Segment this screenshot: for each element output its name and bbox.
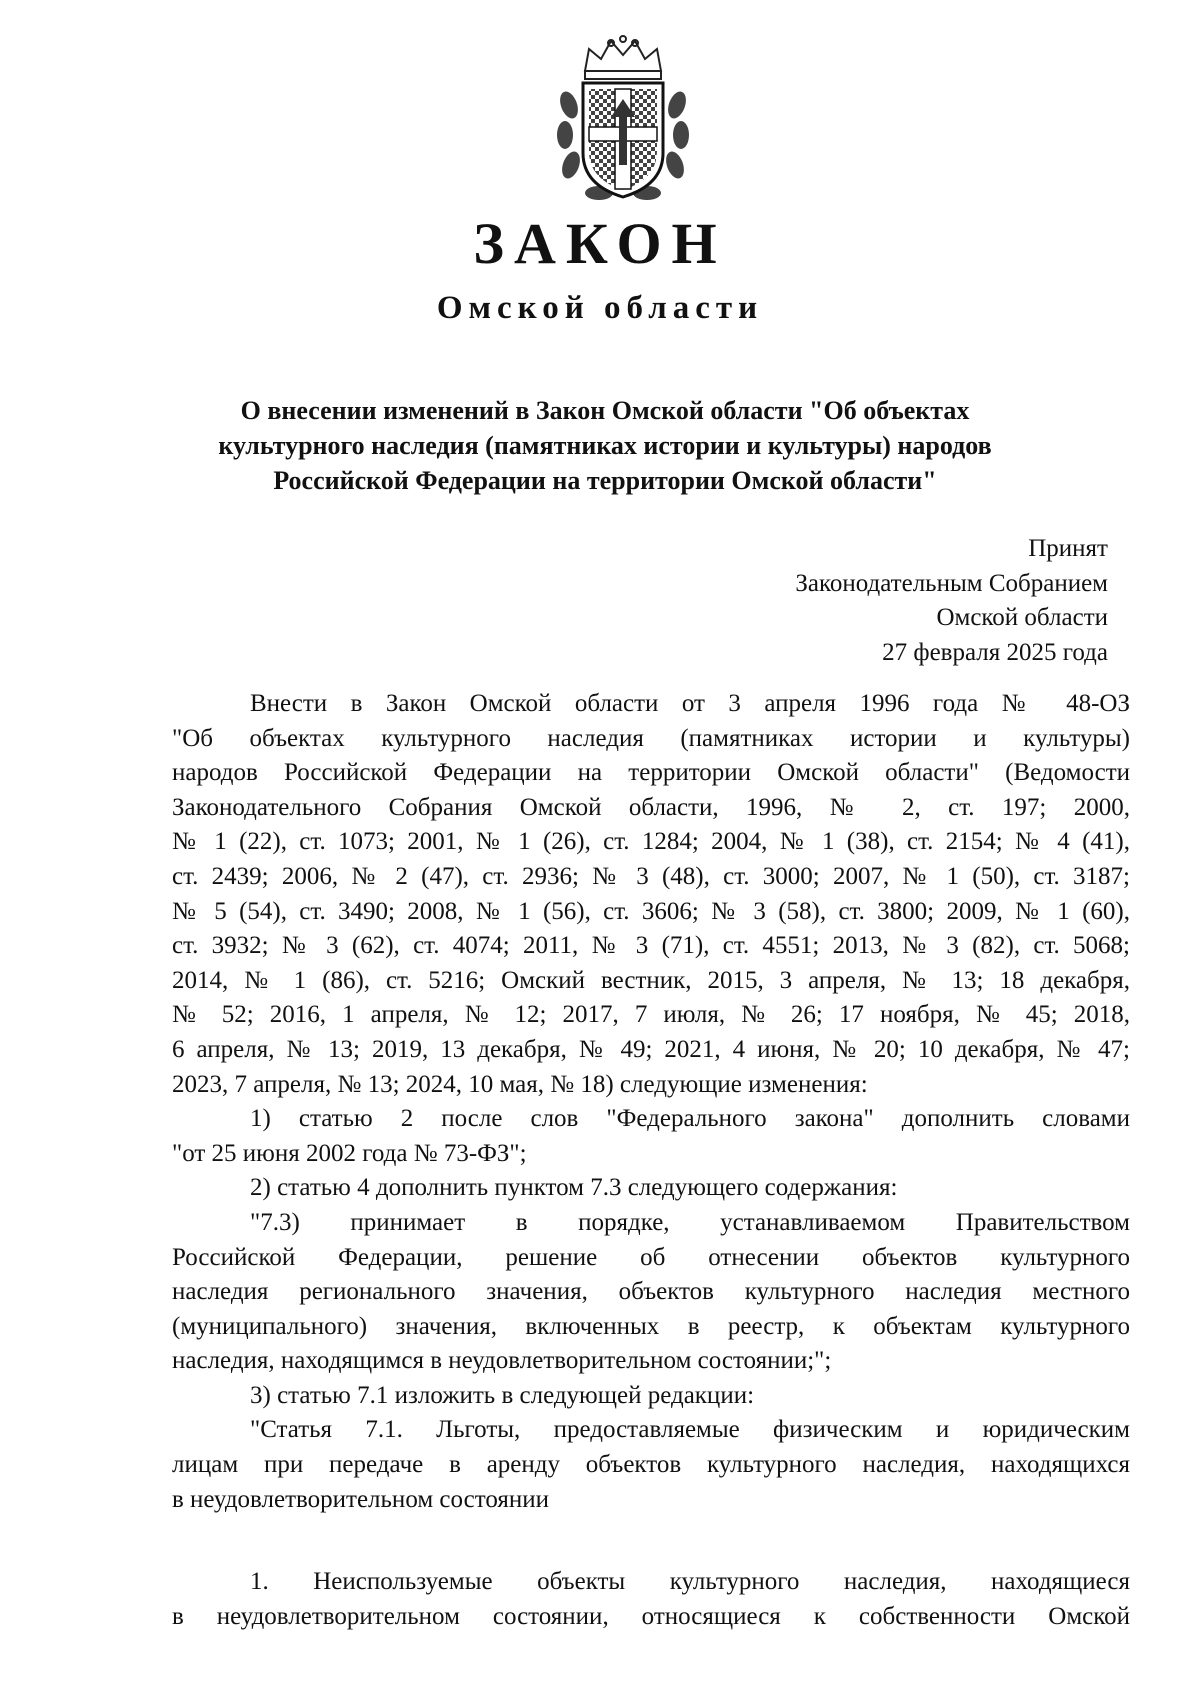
adoption-line: Принят (1028, 535, 1108, 562)
article-title-line: "Статья 7.1. Льготы, предоставляемые физическим и юридическим (250, 1416, 1130, 1444)
body-line: № 1 (22), ст. 1073; 2001, № 1 (26), ст. 1284; 2004, № 1 (38), ст. 2154; № 4 (41), (172, 828, 1130, 856)
article-title-line: в неудовлетворительном состоянии (172, 1485, 549, 1513)
article-title-line: лицам при передаче в аренду объектов культурного наследия, находящихся (172, 1451, 1130, 1479)
body-line: "от 25 июня 2002 года № 73-ФЗ"; (172, 1139, 527, 1167)
body-line: 2023, 7 апреля, № 13; 2024, 10 мая, № 18) следующие изменения: (172, 1070, 868, 1098)
adoption-date: 27 февраля 2025 года (882, 638, 1108, 666)
quoted-text-line: наследия регионального значения, объектов культурного наследия местного (172, 1278, 1130, 1306)
heading-line: культурного наследия (памятниках истории и культуры) народов (218, 431, 992, 460)
body-line: ст. 3932; № 3 (62), ст. 4074; 2011, № 3 (71), ст. 4551; 2013, № 3 (82), ст. 5068; (172, 932, 1130, 960)
quoted-text-line: "7.3) принимает в порядке, устанавливаемом Правительством (250, 1208, 1130, 1236)
amendment-item: 2) статью 4 дополнить пунктом 7.3 следующего содержания: (250, 1174, 898, 1202)
document-title: ЗАКОН (473, 211, 727, 276)
article-paragraph-line: 1. Неиспользуемые объекты культурного наследия, находящиеся (250, 1568, 1130, 1596)
body-line: Внести в Закон Омской области от 3 апреля 1996 года № 48-ОЗ (250, 690, 1130, 717)
law-heading (150, 393, 1060, 498)
body-line: № 5 (54), ст. 3490; 2008, № 1 (56), ст. 3606; № 3 (58), ст. 3800; 2009, № 1 (60), (172, 897, 1130, 925)
quoted-text-line: Российской Федерации, решение об отнесении объектов культурного (172, 1243, 1130, 1271)
adoption-line: Омской области (936, 604, 1108, 631)
paragraph-gap (172, 1517, 1130, 1565)
body-line: Законодательного Собрания Омской области, 1996, № 2, ст. 197; 2000, (172, 793, 1130, 821)
heading-line: О внесении изменений в Закон Омской области "Об объектах (240, 396, 970, 425)
amendment-item: 1) статью 2 после слов "Федерального закона" дополнить словами (250, 1105, 1130, 1133)
body-line: "Об объектах культурного наследия (памятниках истории и культуры) (172, 724, 1130, 752)
article-paragraph-line: в неудовлетворительном состоянии, относящиеся к собственности Омской (172, 1602, 1130, 1630)
quoted-text-line: (муниципального) значения, включенных в реестр, к объектам культурного (172, 1312, 1130, 1340)
body-line: 2014, № 1 (86), ст. 5216; Омский вестник, 2015, 3 апреля, № 13; 18 декабря, (172, 966, 1130, 994)
body-line: народов Российской Федерации на территории Омской области" (Ведомости (172, 759, 1130, 787)
body-line: 6 апреля, № 13; 2019, 13 декабря, № 49; 2021, 4 июня, № 20; 10 декабря, № 47; (172, 1035, 1130, 1063)
body-line: ст. 2439; 2006, № 2 (47), ст. 2936; № 3 (48), ст. 3000; 2007, № 1 (50), ст. 3187; (172, 862, 1130, 890)
heading-line: Российской Федерации на территории Омской области" (273, 466, 937, 495)
adoption-line: Законодательным Собранием (795, 569, 1108, 597)
amendment-item: 3) статью 7.1 изложить в следующей редакции: (250, 1381, 755, 1409)
coat-of-arms-emblem (555, 35, 691, 203)
document-subtitle: Омской области (436, 290, 764, 326)
quoted-text-line: наследия, находящимся в неудовлетворительном состоянии;"; (172, 1347, 832, 1375)
adoption-block (795, 532, 1108, 670)
law-body-text (172, 687, 1130, 1634)
body-line: № 52; 2016, 1 апреля, № 12; 2017, 7 июля, № 26; 17 ноября, № 45; 2018, (172, 1001, 1130, 1029)
